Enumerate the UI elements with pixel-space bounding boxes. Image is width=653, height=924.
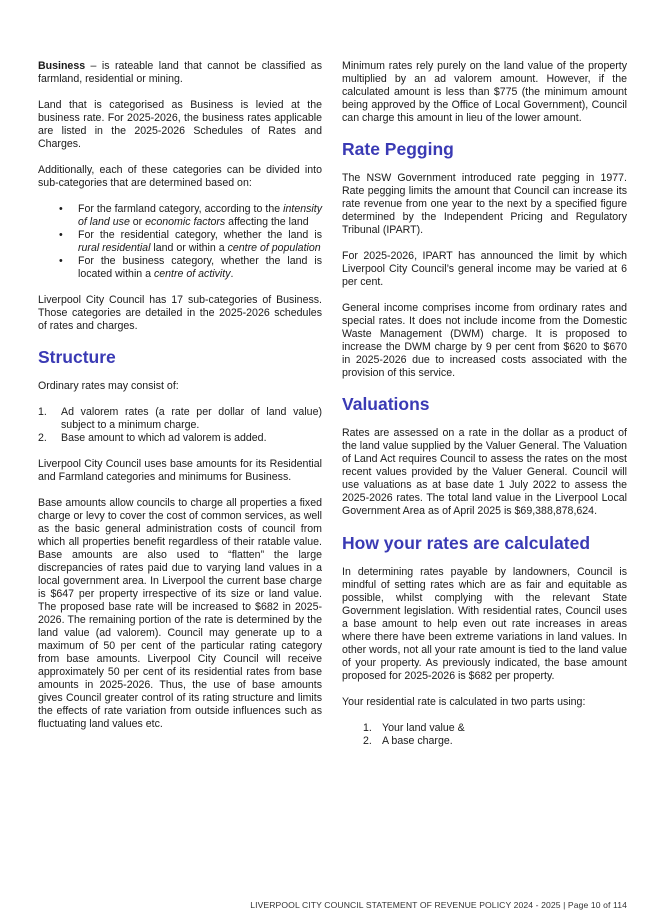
determining-rates-paragraph: In determining rates payable by landowners, Council is mindful of setting rates which are as fair and equitable as possible, whilst complying with the relevant State Government legislation. With residential rates, Council uses a base amount to help even out rate increases in areas where there have been extreme variations in land values. In other words, not all your rate amount is tied to the land value of your property. As previously indicated, the base amount proposed for 2025-2026 is $682 per property.: [342, 566, 627, 682]
business-definition-text: – is rateable land that cannot be classified as farmland, residential or mining.: [38, 60, 322, 85]
additionally-paragraph: Additionally, each of these categories can be divided into sub-categories that are determined based on:: [38, 164, 322, 189]
page-footer: LIVERPOOL CITY COUNCIL STATEMENT OF REVENUE POLICY 2024 - 2025 | Page 10 of 114: [250, 900, 627, 910]
rate-pegging-heading: Rate Pegging: [342, 139, 454, 159]
business-term: Business: [38, 60, 86, 72]
two-parts-numbered-list: [342, 722, 627, 748]
bullet-item: • For the business category, whether the land is located within a centre of activity.: [59, 255, 322, 280]
list-item: 1. Ad valorem rates (a rate per dollar of land value) subject to a minimum charge.: [38, 406, 322, 431]
list-item: 2. Base amount to which ad valorem is added.: [38, 432, 267, 444]
left-column: [38, 60, 322, 744]
bullet-icon: •: [59, 255, 63, 267]
list-item: 2. A base charge.: [363, 735, 453, 747]
nsw-rate-pegging-paragraph: The NSW Government introduced rate pegging in 1977. Rate pegging limits the amount that Council can increase its rate revenue from one year to the next by a specified figure determined by the Independent Pricing and Regulatory Tribunal (IPART).: [342, 172, 627, 236]
base-amounts-use-paragraph: Liverpool City Council uses base amounts for its Residential and Farmland categories and minimums for Business.: [38, 458, 322, 483]
general-income-paragraph: General income comprises income from ordinary rates and special rates. It does not include income from the Domestic Waste Management (DWM) charge. It is proposed to increase the DWM charge by 9 per cent from $620 to $670 in 2025-2026 due to increased costs associated with the provision of this service.: [342, 302, 627, 379]
two-parts-paragraph: Your residential rate is calculated in two parts using:: [342, 696, 586, 708]
business-definition: [38, 60, 322, 86]
bullet-item: • For the residential category, whether the land is rural residential land or within a centre of population: [59, 229, 322, 254]
ordinary-rates-paragraph: Ordinary rates may consist of:: [38, 380, 179, 392]
list-item: 1. Your land value &: [363, 722, 465, 734]
bullet-icon: •: [59, 203, 63, 215]
how-rates-calculated-heading: How your rates are calculated: [342, 533, 591, 553]
ipart-paragraph: For 2025-2026, IPART has announced the limit by which Liverpool City Council’s general income may be varied at 6 per cent.: [342, 250, 627, 288]
right-column: [342, 60, 627, 748]
structure-heading: Structure: [38, 347, 116, 367]
subcategory-bullet-list: [38, 203, 322, 281]
valuations-paragraph: Rates are assessed on a rate in the dollar as a product of the land value supplied by the Valuer General. The Valuation of Land Act requires Council to assess the rates on the most recent values provided by the Valuer General. Council will use valuations as at base date 1 July 2022 to assess the 2025-2026 rates. The total land value in the Liverpool Local Government Area as of April 2025 is $69,388,878,624.: [342, 427, 627, 517]
structure-numbered-list: [38, 406, 322, 445]
valuations-heading: Valuations: [342, 394, 430, 414]
bullet-item: • For the farmland category, according to the intensity of land use or economic factors affecting the land: [59, 203, 322, 228]
subcategories-paragraph: Liverpool City Council has 17 sub-categories of Business. Those categories are detailed in the 2025-2026 schedules of rates and charges.: [38, 294, 322, 332]
business-rate-paragraph: Land that is categorised as Business is levied at the business rate. For 2025-2026, the business rates applicable are listed in the 2025-2026 Schedules of Rates and Charges.: [38, 99, 322, 150]
bullet-icon: •: [59, 229, 63, 241]
base-amounts-allow-paragraph: Base amounts allow councils to charge all properties a fixed charge or levy to cover the cost of common services, as well as the basic general administration costs of council from which all properties benefit regardless of their ratable value. Base amounts are also used to “flatten” the large discrepancies of rates paid due to varying land values in a local government area. In Liverpool the current base charge is $647 per property irrespective of its size or land value. The proposed base rate will be increased to $682 in 2025-2026. The remaining portion of the rate is determined by the land value (ad valorem). Council may generate up to a maximum of 50 per cent of the particular rating category from base amounts. Liverpool City Council will receive approximately 50 per cent of its residential rates from base amounts in 2025-2026. Thus, the use of base amounts gives Council greater control of its rating structure and limits the effects of rate variation from outside influences such as fluctuating land values etc.: [38, 497, 322, 730]
minimum-rates-paragraph: Minimum rates rely purely on the land value of the property multiplied by an ad valorem amount. However, if the calculated amount is less than $775 (the minimum amount being approved by the Office of Local Government), Council can charge this amount in lieu of the lower amount.: [342, 60, 627, 124]
